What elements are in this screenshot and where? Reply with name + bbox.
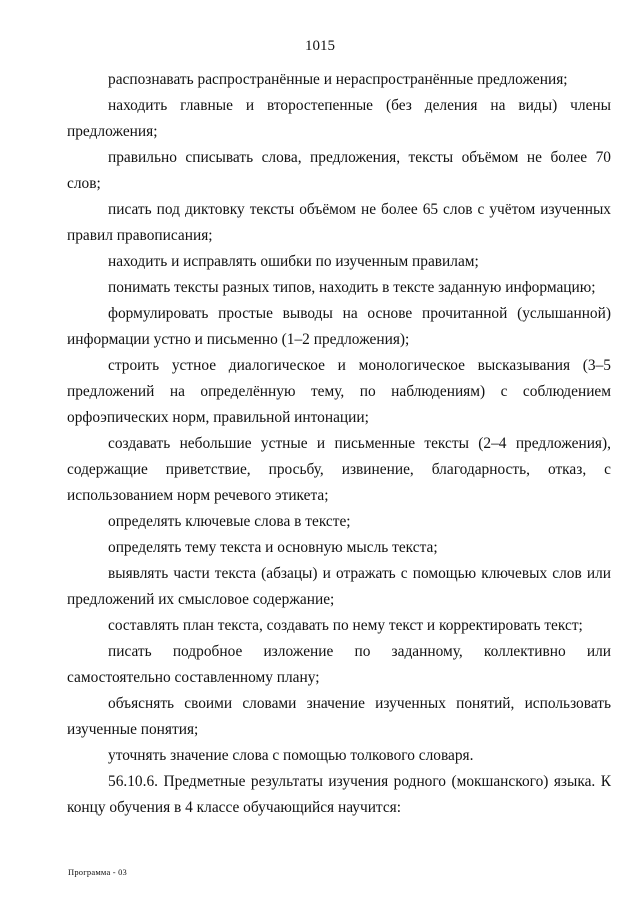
- footer-label: Программа - 03: [68, 867, 128, 877]
- paragraph: объяснять своими словами значение изученных понятий, использовать изученные понятия;: [67, 695, 611, 738]
- section-heading-paragraph: 56.10.6. Предметные результаты изучения родного (мокшанского) языка. К концу обучения в 4 классе обучающийся научится:: [67, 773, 611, 816]
- paragraph: писать подробное изложение по заданному, коллективно или самостоятельно составленному плану;: [67, 643, 611, 686]
- paragraph: распознавать распространённые и нераспространённые предложения;: [108, 71, 568, 88]
- paragraph: создавать небольшие устные и письменные тексты (2–4 предложения), содержащие приветствие, просьбу, извинение, благодарность, отказ, с использованием норм речевого этикета;: [67, 435, 611, 504]
- paragraph: определять ключевые слова в тексте;: [108, 513, 351, 530]
- paragraph: находить и исправлять ошибки по изученным правилам;: [108, 253, 479, 270]
- paragraph: определять тему текста и основную мысль текста;: [108, 539, 438, 556]
- document-body: [67, 67, 611, 821]
- paragraph: формулировать простые выводы на основе прочитанной (услышанной) информации устно и письменно (1–2 предложения);: [67, 305, 611, 348]
- paragraph: правильно списывать слова, предложения, тексты объёмом не более 70 слов;: [67, 149, 611, 192]
- paragraph: уточнять значение слова с помощью толкового словаря.: [108, 747, 474, 764]
- paragraph: понимать тексты разных типов, находить в тексте заданную информацию;: [108, 279, 596, 296]
- paragraph: писать под диктовку тексты объёмом не более 65 слов с учётом изученных правил правописания;: [67, 201, 611, 244]
- paragraph: выявлять части текста (абзацы) и отражать с помощью ключевых слов или предложений их смысловое содержание;: [67, 565, 611, 608]
- paragraph: находить главные и второстепенные (без деления на виды) члены предложения;: [67, 97, 611, 140]
- paragraph: строить устное диалогическое и монологическое высказывания (3–5 предложений на определённую тему, по наблюдениям) с соблюдением орфоэпических норм, правильной интонации;: [67, 357, 611, 426]
- page-number: 1015: [305, 38, 335, 54]
- paragraph: составлять план текста, создавать по нему текст и корректировать текст;: [108, 617, 583, 634]
